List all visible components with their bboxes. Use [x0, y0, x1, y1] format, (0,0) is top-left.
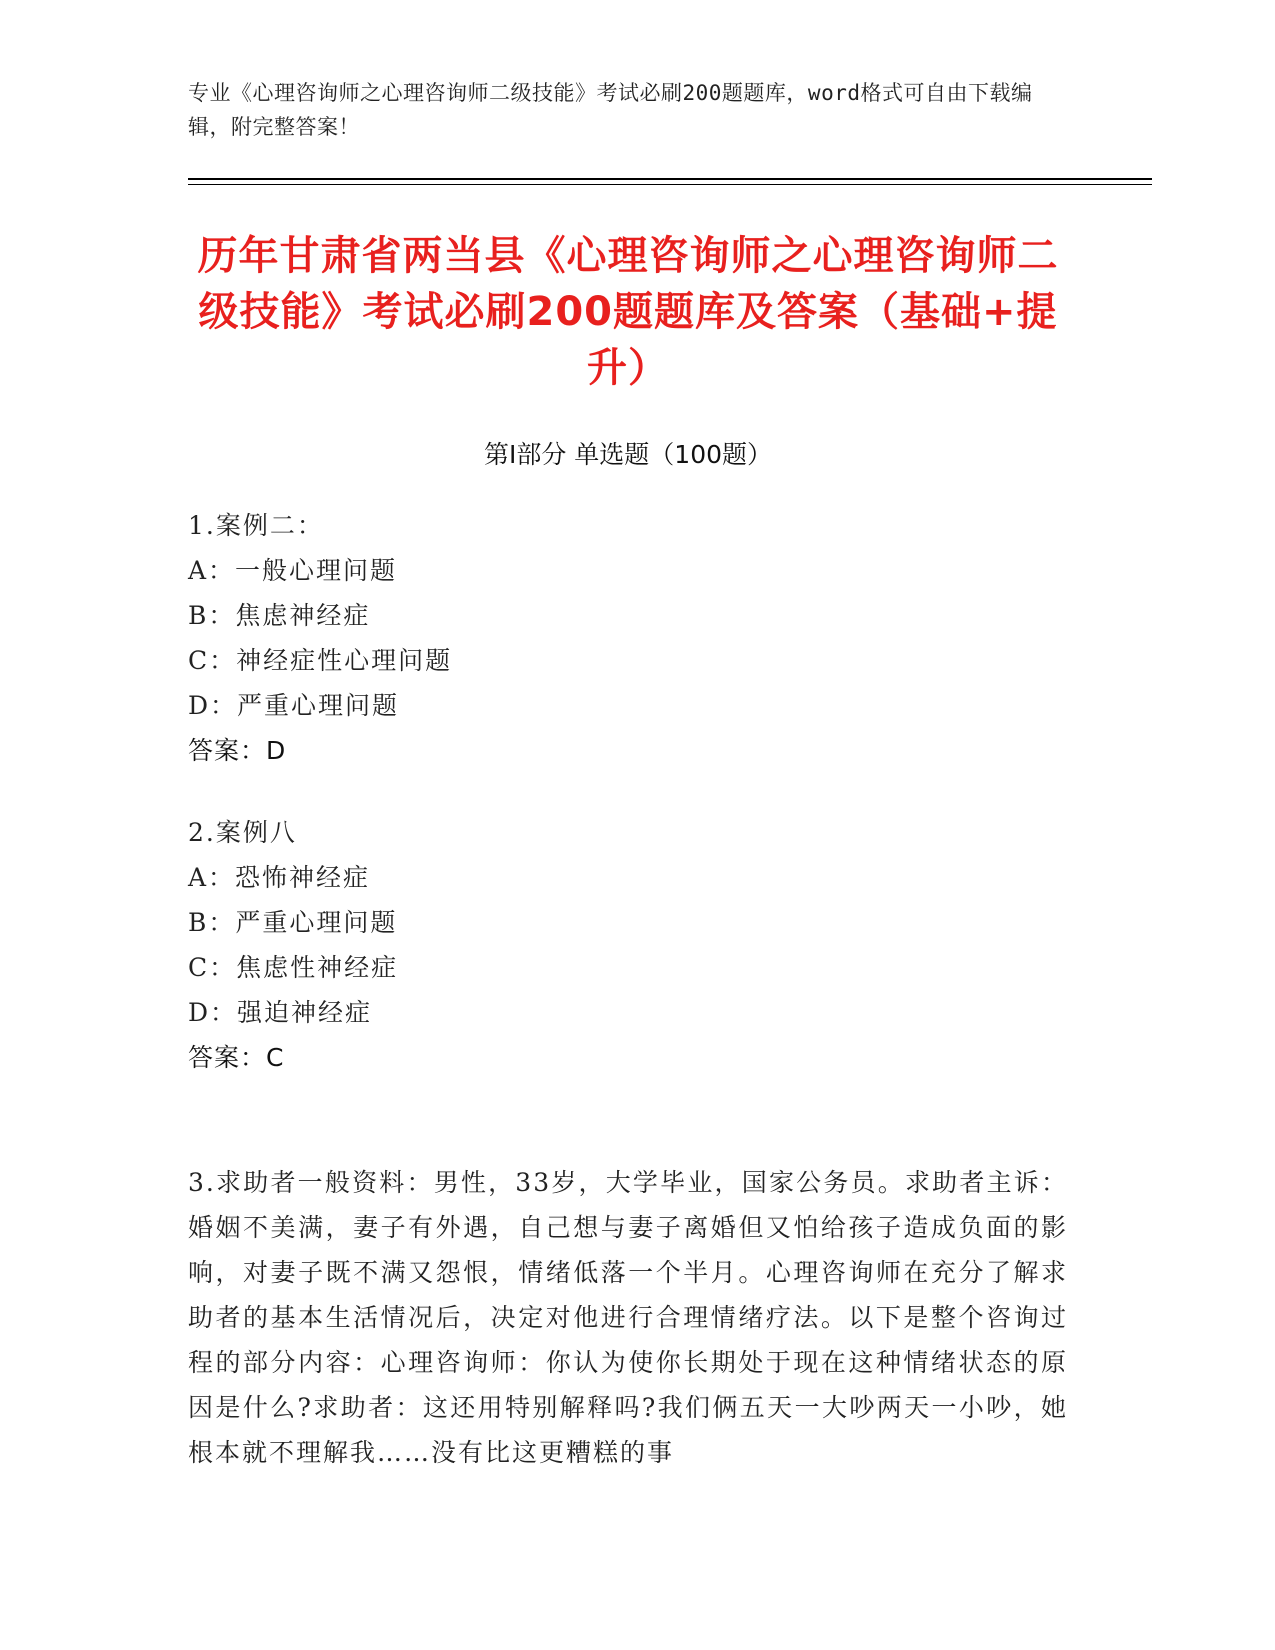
section-title: 第Ⅰ部分 单选题（100题） [483, 440, 773, 469]
answer: 答案：D [188, 736, 287, 765]
question-3: 3.求助者一般资料：男性，33岁，大学毕业，国家公务员。求助者主诉：婚姻不美满，妻子有外遇，自己想与妻子离婚但又怕给孩子造成负面的影响，对妻子既不满又怨恨，情绪低落一个半月。心理咨询师在充分了解求助者的基本生活情况后，决定对他进行合理情绪疗法。以下是整个咨询过程的部分内容：心理咨询师：你认为使你长期处于现在这种情绪状态的原因是什么?求助者：这还用特别解释吗?我们俩五天一大吵两天一小吵，她根本就不理解我……没有比这更糟糕的事 [188, 1168, 1068, 1467]
option-c: C：神经症性心理问题 [188, 646, 453, 675]
option-b: B：严重心理问题 [188, 908, 398, 937]
option-a: A：一般心理问题 [188, 556, 398, 585]
header-divider-thick [188, 178, 1152, 180]
question-stem: 1.案例二： [188, 511, 324, 540]
option-c: C：焦虑性神经症 [188, 953, 399, 982]
document-title: 历年甘肃省两当县《心理咨询师之心理咨询师二级技能》考试必刷200题题库及答案（基础+提升） [197, 233, 1059, 391]
question-2 [188, 810, 1068, 1080]
option-a: A：恐怖神经症 [188, 863, 371, 892]
question-1 [188, 503, 1068, 773]
answer: 答案：C [188, 1043, 285, 1072]
header-note: 专业《心理咨询师之心理咨询师二级技能》考试必刷200题题库，word格式可自由下载编辑，附完整答案！ [188, 81, 1033, 139]
option-b: B：焦虑神经症 [188, 601, 371, 630]
header-divider-thin [188, 184, 1152, 185]
question-stem: 2.案例八 [188, 818, 297, 847]
option-d: D：强迫神经症 [188, 998, 373, 1027]
option-d: D：严重心理问题 [188, 691, 400, 720]
